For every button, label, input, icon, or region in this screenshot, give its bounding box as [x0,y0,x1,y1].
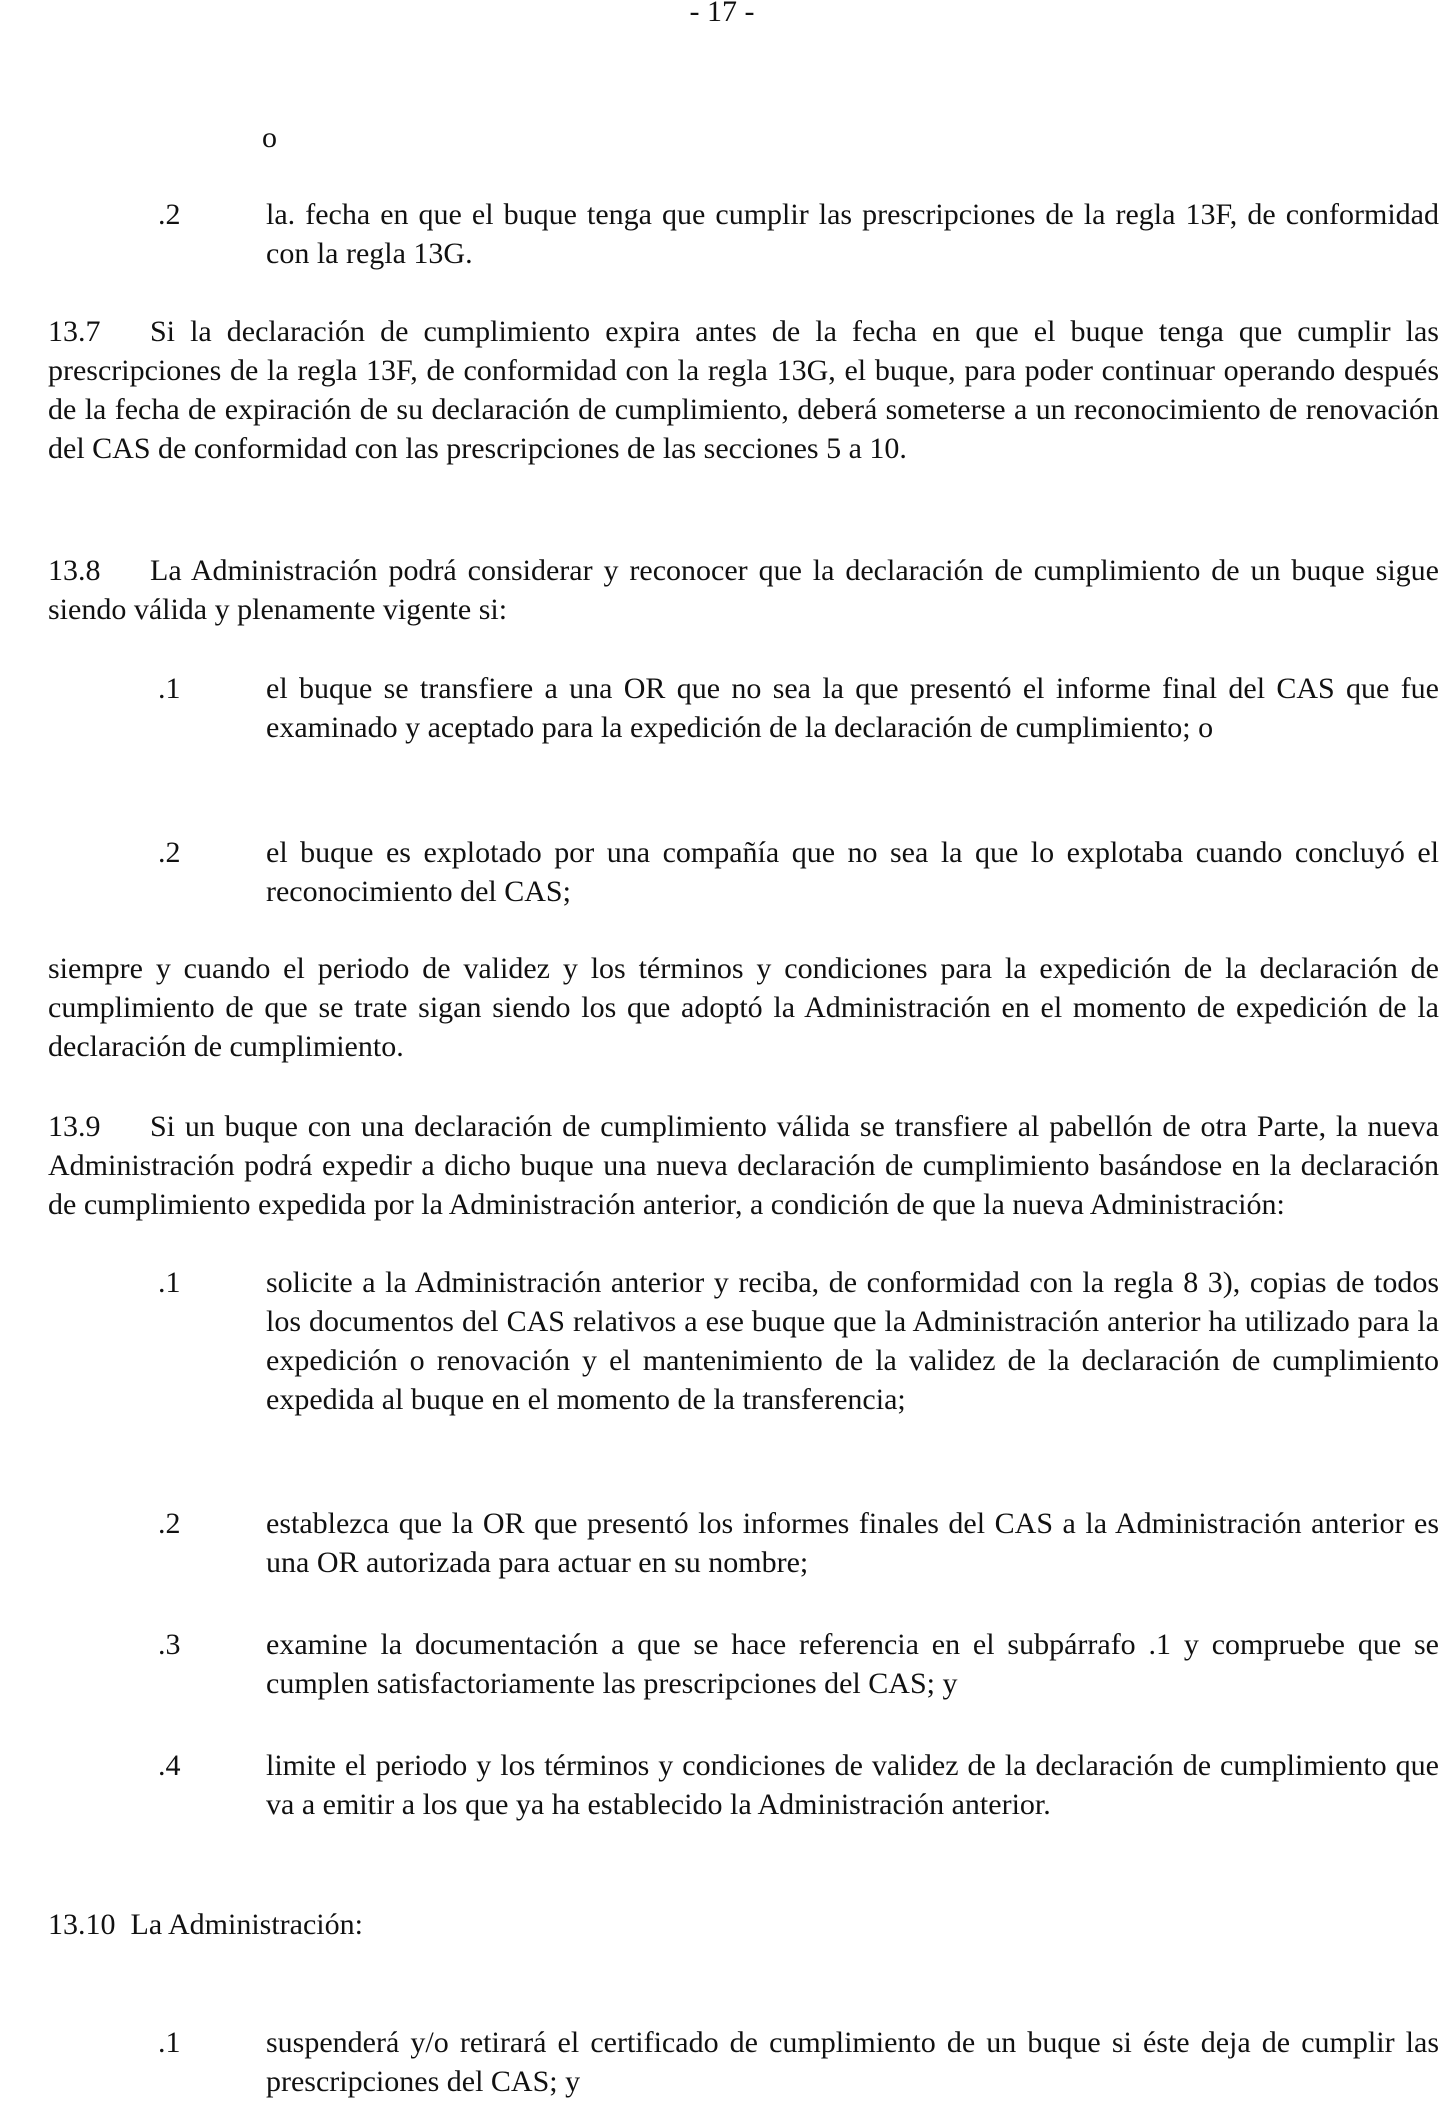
page-number: - 17 - [689,0,755,28]
list-marker: .1 [158,2026,181,2059]
paragraph-13-9 [48,1107,1439,1224]
paragraph-13-10 [48,1905,363,1944]
list-item-text: establezca que la OR que presentó los informes finales del CAS a la Administración anterior es una OR autorizada para actuar en su nombre; [266,1507,1439,1579]
list-item-text: limite el periodo y los términos y condiciones de validez de la declaración de cumplimiento que va a emitir a los que ya ha establecido la Administración anterior. [266,1749,1439,1821]
paragraph-13-8-closing: siempre y cuando el periodo de validez y los términos y condiciones para la expedición de la declaración de cumplimiento de que se trate sigan siendo los que adoptó la Administración en el momento de expedición de la declaración de cumplimiento. [48,952,1439,1063]
list-item-text: examine la documentación a que se hace referencia en el subpárrafo .1 y compruebe que se cumplen satisfactoriamente las prescripciones del CAS; y [266,1628,1439,1700]
paragraph-text: Si un buque con una declaración de cumplimiento válida se transfiere al pabellón de otra Parte, la nueva Administración podrá expedir a dicho buque una nueva declaración de cumplimiento basándose en la declaración de cumplimiento expedida por la Administración anterior, a condición de que la nueva Administración: [48,1110,1439,1221]
list-item-text: solicite a la Administración anterior y reciba, de conformidad con la regla 8 3), copias de todos los documentos del CAS relativos a ese buque que la Administración anterior ha utilizado para la expedición o renovación y el mantenimiento de la validez de la declaración de cumplimiento expedida al buque en el momento de la transferencia; [266,1266,1439,1416]
conjunction-o: o [262,121,277,154]
paragraph-number: 13.10 [48,1908,116,1941]
list-item-text: el buque es explotado por una compañía que no sea la que lo explotaba cuando concluyó el reconocimiento del CAS; [266,836,1439,908]
list-marker: .2 [158,1507,181,1540]
list-marker: .3 [158,1628,181,1661]
paragraph-number: 13.7 [48,315,101,348]
list-marker: .2 [158,836,181,869]
list-marker: .4 [158,1749,181,1782]
paragraph-text: La Administración podrá considerar y reconocer que la declaración de cumplimiento de un buque sigue siendo válida y plenamente vigente si: [48,554,1439,626]
paragraph-number: 13.9 [48,1110,101,1143]
list-item-text: el buque se transfiere a una OR que no sea la que presentó el informe final del CAS que fue examinado y aceptado para la expedición de la declaración de cumplimiento; o [266,672,1439,744]
paragraph-13-8 [48,551,1439,629]
paragraph-13-7 [48,312,1439,468]
paragraph-text: La Administración: [130,1908,363,1941]
list-marker: .1 [158,672,181,705]
list-marker: .1 [158,1266,181,1299]
list-item-text: la. fecha en que el buque tenga que cumplir las prescripciones de la regla 13F, de conformidad con la regla 13G. [266,198,1439,270]
list-marker: .2 [158,198,181,231]
list-item-text: suspenderá y/o retirará el certificado de cumplimiento de un buque si éste deja de cumplir las prescripciones del CAS; y [266,2026,1439,2098]
paragraph-text: Si la declaración de cumplimiento expira antes de la fecha en que el buque tenga que cumplir las prescripciones de la regla 13F, de conformidad con la regla 13G, el buque, para poder continuar operando después de la fecha de expiración de su declaración de cumplimiento, deberá someterse a un reconocimiento de renovación del CAS de conformidad con las prescripciones de las secciones 5 a 10. [48,315,1439,465]
paragraph-number: 13.8 [48,554,101,587]
